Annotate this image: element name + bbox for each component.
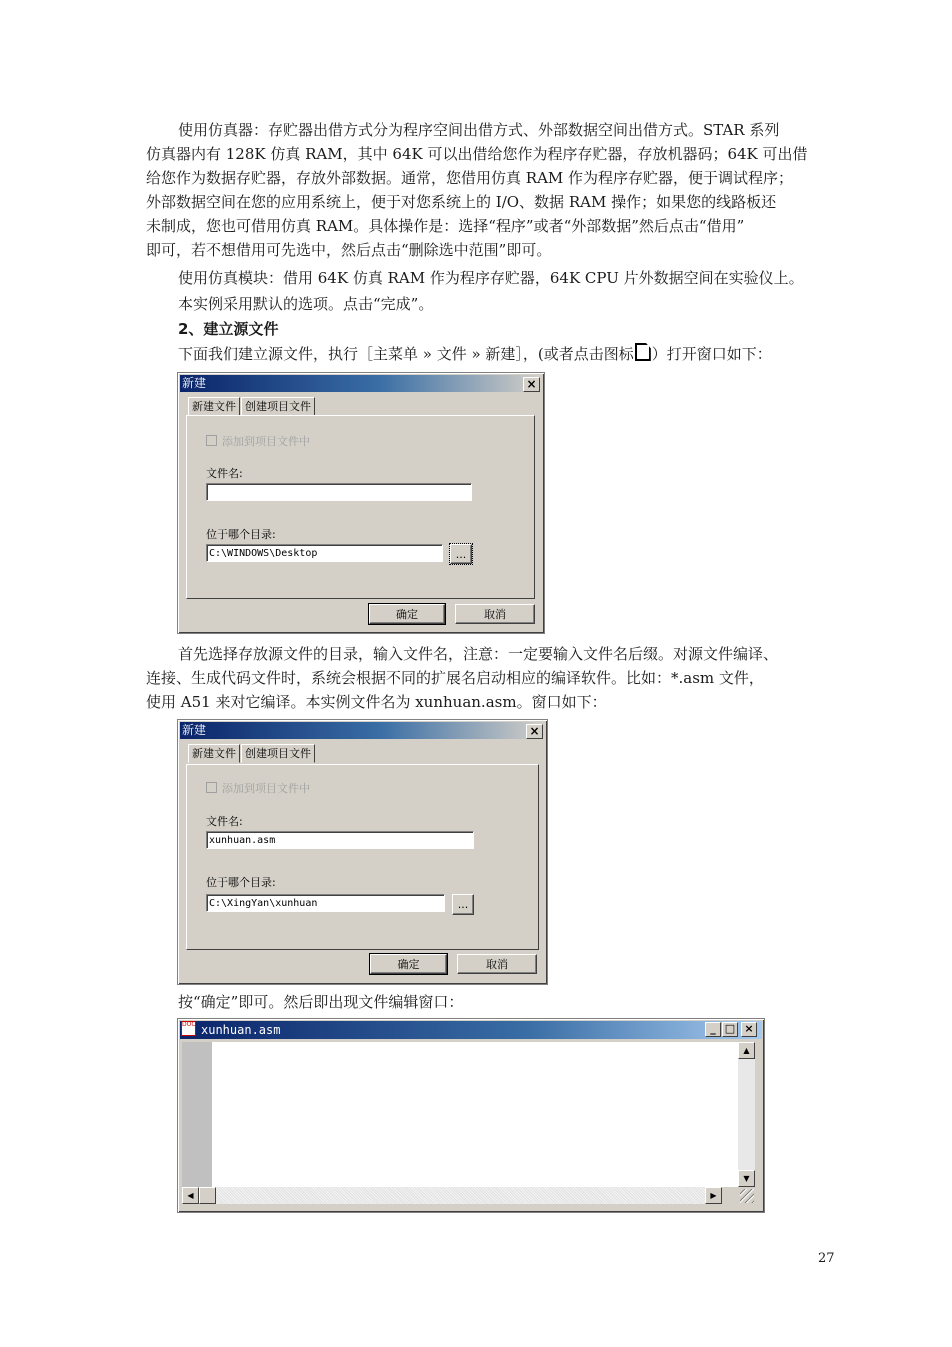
directory-label: 位于哪个目录: bbox=[206, 528, 276, 541]
checkbox-label: 添加到项目文件中 bbox=[222, 435, 310, 448]
paragraph-line: 按“确定”即可。然后即出现文件编辑窗口： bbox=[178, 993, 464, 1011]
cancel-button[interactable]: 取消 bbox=[455, 604, 535, 624]
resize-grip-icon[interactable] bbox=[740, 1189, 754, 1203]
tab-new-file[interactable]: 新建文件 bbox=[188, 744, 240, 763]
maximize-button[interactable]: □ bbox=[722, 1022, 738, 1037]
paragraph-text: 下面我们建立源文件，执行［主菜单 » 文件 » 新建］，(或者点击图标 bbox=[178, 345, 634, 363]
add-to-project-checkbox[interactable] bbox=[206, 780, 310, 796]
new-file-dialog-filled bbox=[177, 719, 548, 985]
paragraph-line: 使用仿真模块：借用 64K 仿真 RAM 作为程序存贮器，64K CPU 片外数据空间在实验仪上。 bbox=[178, 269, 804, 287]
tab-bar bbox=[188, 397, 316, 415]
filename-field[interactable]: xunhuan.asm bbox=[206, 831, 474, 849]
directory-field[interactable]: C:\XingYan\xunhuan bbox=[206, 894, 445, 912]
paragraph-line: 即可，若不想借用可先选中，然后点击“删除选中范围”即可。 bbox=[146, 241, 552, 259]
filename-field[interactable] bbox=[206, 483, 472, 501]
editor-text-area[interactable] bbox=[212, 1042, 738, 1187]
paragraph-line: 使用 A51 来对它编译。本实例文件名为 xunhuan.asm。窗口如下： bbox=[146, 693, 607, 711]
add-to-project-checkbox[interactable] bbox=[206, 433, 310, 449]
scroll-thumb[interactable] bbox=[199, 1187, 216, 1204]
directory-label: 位于哪个目录: bbox=[206, 876, 276, 889]
checkbox-icon bbox=[206, 435, 217, 446]
cancel-button[interactable]: 取消 bbox=[457, 954, 537, 974]
editor-title: xunhuan.asm bbox=[180, 1021, 762, 1039]
tab-new-project[interactable]: 创建项目文件 bbox=[241, 744, 315, 763]
paragraph-line: 使用仿真器：存贮器出借方式分为程序空间出借方式、外部数据空间出借方式。STAR 系列 bbox=[178, 121, 780, 139]
paragraph-line: 外部数据空间在您的应用系统上，便于对您系统上的 I/O、数据 RAM 操作；如果您的线路板还 bbox=[146, 193, 777, 211]
close-button[interactable]: × bbox=[526, 724, 543, 739]
horizontal-scrollbar[interactable] bbox=[182, 1187, 722, 1204]
dialog-title: 新建 bbox=[180, 375, 542, 392]
page-number: 27 bbox=[818, 1251, 835, 1266]
paragraph-line: 首先选择存放源文件的目录，输入文件名，注意：一定要输入文件名后缀。对源文件编译、 bbox=[178, 645, 779, 663]
scroll-up-icon[interactable]: ▲ bbox=[738, 1042, 755, 1059]
close-button[interactable]: × bbox=[523, 377, 540, 392]
checkbox-icon bbox=[206, 782, 217, 793]
scroll-left-icon[interactable]: ◀ bbox=[182, 1187, 199, 1204]
editor-window bbox=[177, 1018, 765, 1213]
tab-new-project[interactable]: 创建项目文件 bbox=[241, 397, 315, 416]
document-icon: DOC bbox=[181, 1021, 196, 1036]
filename-label: 文件名: bbox=[206, 467, 243, 480]
paragraph-line bbox=[178, 342, 772, 366]
browse-button[interactable]: ... bbox=[452, 894, 474, 915]
tab-new-file[interactable]: 新建文件 bbox=[188, 397, 240, 416]
paragraph-line: 本实例采用默认的选项。点击“完成”。 bbox=[178, 295, 434, 313]
tab-bar bbox=[188, 744, 316, 762]
filename-label: 文件名: bbox=[206, 815, 243, 828]
paragraph-line: 仿真器内有 128K 仿真 RAM，其中 64K 可以出借给您作为程序存贮器，存放机器码；64K 可出借 bbox=[146, 145, 808, 163]
paragraph-line: 给您作为数据存贮器，存放外部数据。通常，您借用仿真 RAM 作为程序存贮器，便于调试程序； bbox=[146, 169, 794, 187]
new-file-dialog bbox=[177, 372, 545, 634]
line-gutter bbox=[182, 1042, 212, 1187]
vertical-scrollbar[interactable] bbox=[738, 1042, 755, 1187]
minimize-button[interactable]: _ bbox=[705, 1022, 721, 1037]
paragraph-line: 连接、生成代码文件时，系统会根据不同的扩展名启动相应的编译软件。比如：*.asm 文件， bbox=[146, 669, 764, 687]
paragraph-text: ）打开窗口如下： bbox=[651, 345, 772, 363]
scroll-right-icon[interactable]: ▶ bbox=[705, 1187, 722, 1204]
scroll-down-icon[interactable]: ▼ bbox=[738, 1170, 755, 1187]
section-heading: 2、建立源文件 bbox=[178, 320, 279, 338]
checkbox-label: 添加到项目文件中 bbox=[222, 782, 310, 795]
directory-field[interactable]: C:\WINDOWS\Desktop bbox=[206, 544, 443, 562]
new-file-icon bbox=[635, 343, 651, 361]
close-button[interactable]: × bbox=[741, 1022, 757, 1037]
dialog-title: 新建 bbox=[180, 722, 545, 739]
paragraph-line: 未制成，您也可借用仿真 RAM。具体操作是：选择“程序”或者“外部数据”然后点击“借用” bbox=[146, 217, 745, 235]
ok-button[interactable]: 确定 bbox=[369, 604, 445, 624]
browse-button[interactable]: ... bbox=[450, 544, 472, 564]
ok-button[interactable]: 确定 bbox=[370, 954, 447, 974]
